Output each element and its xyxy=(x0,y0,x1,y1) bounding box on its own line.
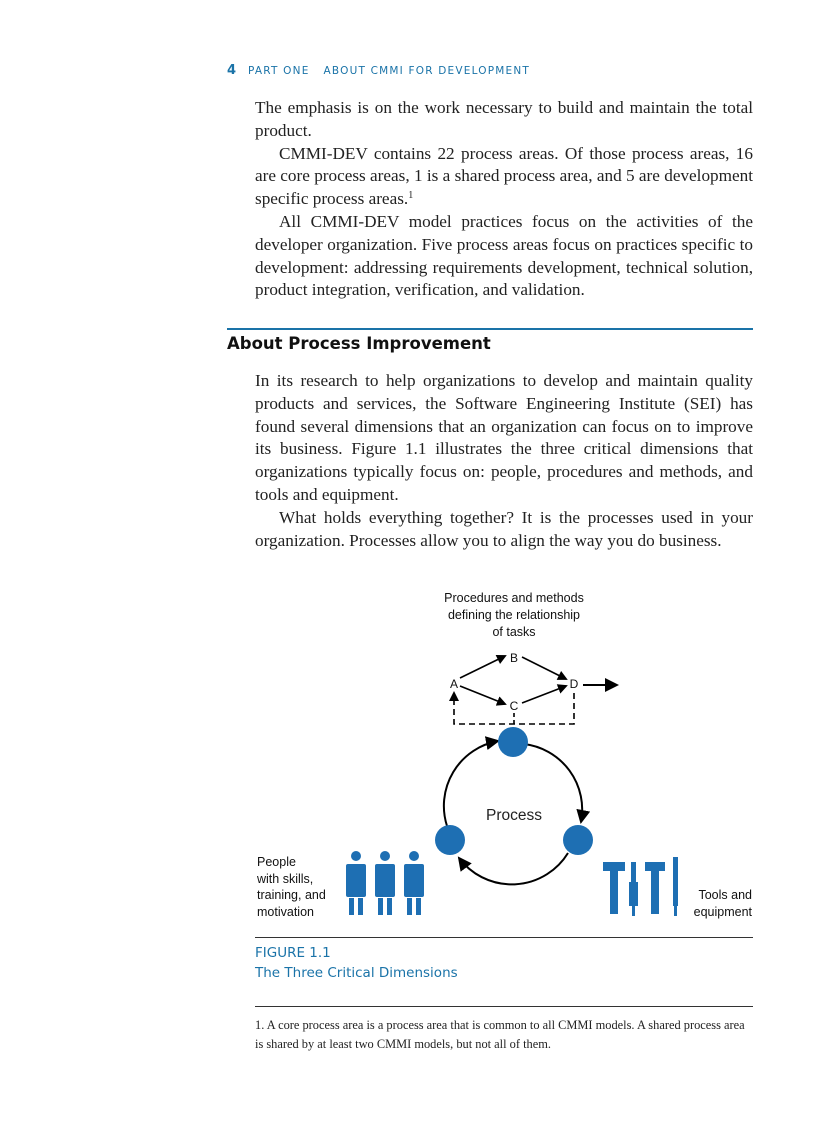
arrow-a-to-c xyxy=(460,686,505,704)
intro-paragraph-3: All CMMI-DEV model practices focus on the activities of the developer organization. Five process areas focus on practices specific to development: addressing requirements development, technical solution, product integration, verification, and validation. xyxy=(255,211,753,300)
cycle-arc-bottom xyxy=(459,853,568,884)
node-c-label: C xyxy=(509,699,519,713)
people-label-line-2: with skills, xyxy=(257,872,314,886)
process-node-top xyxy=(498,727,528,757)
tools-icon xyxy=(603,857,678,916)
arrow-c-to-d xyxy=(522,686,566,703)
hammer-icon xyxy=(603,862,625,914)
page-number: 4 xyxy=(227,63,237,78)
figure-rule xyxy=(255,937,753,938)
intro-paragraph-1: The emphasis is on the work necessary to build and maintain the total product. xyxy=(255,98,753,140)
footnote-rule xyxy=(255,1006,753,1007)
procedures-label-line-3: of tasks xyxy=(492,625,536,639)
section-paragraph-2: What holds everything together? It is the processes used in your organization. Processes allow you to align the way you do business. xyxy=(255,507,753,550)
arrow-b-to-d xyxy=(522,657,566,679)
footnote-ref[interactable]: 1 xyxy=(408,190,414,202)
screwdriver-icon xyxy=(629,862,638,916)
process-label: Process xyxy=(486,807,542,824)
tools-label-line-2: equipment xyxy=(693,905,752,919)
tools-label-line-1: Tools and xyxy=(698,888,752,902)
person-icon-1 xyxy=(346,851,366,915)
footnote: 1. A core process area is a process area that is common to all CMMI models. A shared process area is shared by at least two CMMI models, but not all of them. xyxy=(255,1018,745,1051)
procedures-label-line-1: Procedures and methods xyxy=(444,591,584,605)
wrench-icon xyxy=(645,862,665,914)
person-icon-3 xyxy=(404,851,424,915)
node-d-label: D xyxy=(569,677,579,691)
arrow-a-to-b xyxy=(460,656,505,678)
people-icon xyxy=(346,851,424,915)
process-node-right xyxy=(563,825,593,855)
node-a-label: A xyxy=(449,677,459,691)
person-icon-2 xyxy=(375,851,395,915)
chapter-label: ABOUT CMMI FOR DEVELOPMENT xyxy=(323,65,531,77)
node-b-label: B xyxy=(509,651,519,665)
section-title: About Process Improvement xyxy=(227,334,491,353)
procedures-label-line-2: defining the relationship xyxy=(447,608,581,622)
people-label-line-3: training, and xyxy=(257,888,326,902)
file-icon xyxy=(673,857,678,916)
people-label-line-4: motivation xyxy=(257,905,314,919)
intro-paragraph-2-text: CMMI-DEV contains 22 process areas. Of those process areas, 16 are core process areas, 1 is a shared process area, and 5 are development specific process areas. xyxy=(255,143,753,209)
figure-title: The Three Critical Dimensions xyxy=(255,965,458,981)
process-node-left xyxy=(435,825,465,855)
figure-number: FIGURE 1.1 xyxy=(255,945,331,961)
people-label-line-1: People xyxy=(257,855,296,869)
section-paragraph-1: In its research to help organizations to develop and maintain quality products and services, the Software Engineering Institute (SEI) has found several dimensions that an organization can focus on to improve its business. Figure 1.1 illustrates the three critical dimensions that organizations typically focus on: people, procedures and methods, and tools and equipment. xyxy=(255,371,753,504)
part-label: PART ONE xyxy=(248,65,310,77)
feedback-arrowhead xyxy=(449,691,459,701)
